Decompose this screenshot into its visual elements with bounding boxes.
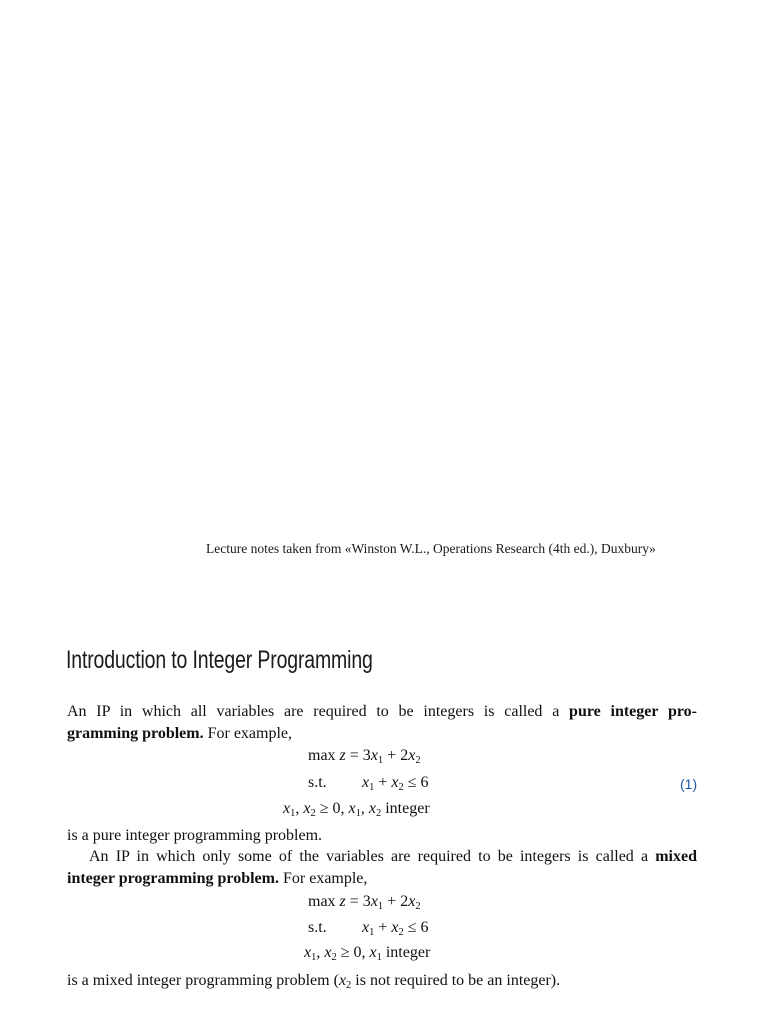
paragraph-pure-ip-conclusion: is a pure integer programming problem. bbox=[67, 827, 323, 844]
page-title: Introduction to Integer Programming bbox=[66, 646, 373, 674]
variable-bounds-1: $x_1$, $x_2 \ge 0$, $x_1$, $x_2$ integer bbox=[283, 800, 430, 819]
equation-number: (1) bbox=[680, 776, 698, 792]
attribution-note: Lecture notes taken from «Winston W.L., Operations Research (4th ed.), Duxbury» bbox=[206, 541, 656, 556]
paragraph-mixed-ip-conclusion: is a mixed integer programming problem ($x_2$ is not required to be an integer). bbox=[67, 972, 561, 991]
objective-function-1: $\max z = 3x_1 + 2x_2$ bbox=[308, 747, 421, 766]
subject-to-label-1: s.t. bbox=[308, 774, 327, 791]
constraint-1: $x_1 + x_2 \le 6$ bbox=[362, 774, 429, 793]
paragraph-mixed-ip-line2: integer programming problem. For example, bbox=[67, 870, 368, 887]
paragraph-pure-ip-line1: An IP in which all variables are required to be integers is called a pure integer pro- bbox=[67, 703, 697, 720]
constraint-2: $x_1 + x_2 \le 6$ bbox=[362, 919, 429, 938]
paragraph-mixed-ip-line1: An IP in which only some of the variables are required to be integers is called a mixed bbox=[89, 848, 697, 865]
objective-function-2: $\max z = 3x_1 + 2x_2$ bbox=[308, 893, 421, 912]
variable-bounds-2: $x_1$, $x_2 \ge 0$, $x_1$ integer bbox=[304, 944, 431, 963]
paragraph-pure-ip-line2: gramming problem. For example, bbox=[67, 725, 293, 742]
subject-to-label-2: s.t. bbox=[308, 919, 327, 936]
